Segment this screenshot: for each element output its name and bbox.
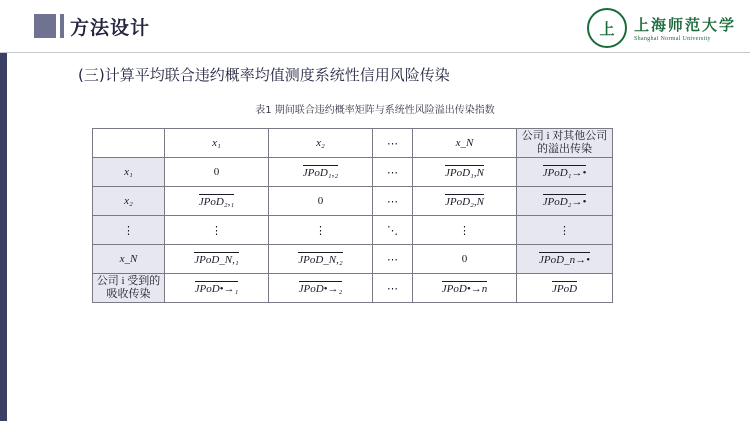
footer-cell-1: [165, 274, 269, 303]
footer-cell-2-value: JPoD•→₂: [298, 283, 343, 295]
logo-seal-icon: 上: [587, 8, 627, 48]
cell-dots-2: ⋮: [269, 216, 373, 245]
page-title: 方法设计: [70, 17, 151, 39]
cell-1-spillover-value: JPoD₁→•: [542, 167, 587, 179]
cell-1-spillover: [517, 158, 613, 187]
table-row: [93, 187, 613, 216]
cell-N-1: [165, 245, 269, 274]
table-header-row: [93, 129, 613, 158]
row-header-absorption: 公司 i 受到的吸收传染: [93, 274, 165, 303]
cell-1-1: 0: [165, 158, 269, 187]
footer-cell-n: [413, 274, 517, 303]
cell-N-N: 0: [413, 245, 517, 274]
logo-text: [634, 14, 736, 42]
cell-dots-spillover: ⋮: [517, 216, 613, 245]
cell-1-N: [413, 158, 517, 187]
cell-2-1-value: JPoD₂,₁: [198, 196, 235, 208]
logo-english-name: Shanghai Normal University: [633, 36, 711, 42]
footer-total-value: JPoD: [551, 283, 578, 295]
column-header-ellipsis: ⋯: [373, 129, 413, 158]
table-footer-row: [93, 274, 613, 303]
cell-2-dots: ⋯: [373, 187, 413, 216]
table-row: [93, 216, 613, 245]
cell-dots-1: ⋮: [165, 216, 269, 245]
cell-2-N: [413, 187, 517, 216]
cell-N-2: [269, 245, 373, 274]
cell-N-dots: ⋯: [373, 245, 413, 274]
footer-cell-2: [269, 274, 373, 303]
title-marker-bar: [60, 14, 64, 38]
cell-1-N-value: JPoD₁,N: [445, 167, 484, 179]
logo-chinese-name: 上海师范大学: [633, 16, 736, 34]
footer-cell-dots: ⋯: [373, 274, 413, 303]
header-divider: [0, 52, 750, 53]
footer-cell-n-value: JPoD•→n: [441, 283, 488, 295]
cell-dots-N: ⋮: [413, 216, 517, 245]
cell-2-spillover-value: JPoD₂→•: [542, 196, 587, 208]
column-header-xN: x_N: [413, 129, 517, 158]
slide-header: [0, 0, 750, 52]
corner-cell: [93, 129, 165, 158]
section-heading: (三)计算平均联合违约概率均值测度系统性信用风险传染: [78, 66, 450, 84]
cell-dots-diag: ⋱: [373, 216, 413, 245]
row-header-x1: x₁: [93, 158, 165, 187]
cell-N-spillover: [517, 245, 613, 274]
cell-1-2: [269, 158, 373, 187]
cell-2-2: 0: [269, 187, 373, 216]
cell-N-2-value: JPoD_N,₂: [298, 254, 343, 266]
cell-1-dots: ⋯: [373, 158, 413, 187]
table-row: [93, 158, 613, 187]
footer-cell-1-value: JPoD•→₁: [194, 283, 239, 295]
cell-2-spillover: [517, 187, 613, 216]
left-accent-bar: [0, 0, 7, 421]
row-header-ellipsis: ⋮: [93, 216, 165, 245]
title-marker-square: [34, 14, 56, 38]
column-header-spillover: 公司 i 对其他公司的溢出传染: [517, 129, 613, 158]
jpod-matrix-table: [92, 128, 613, 303]
column-header-x2: x₂: [269, 129, 373, 158]
table-caption: 表1 期间联合违约概率矩阵与系统性风险溢出传染指数: [255, 105, 495, 116]
footer-total-cell: [517, 274, 613, 303]
row-header-x2: x₂: [93, 187, 165, 216]
cell-2-N-value: JPoD₂,N: [445, 196, 484, 208]
cell-N-spillover-value: JPoD_n→•: [539, 254, 590, 266]
table-row: [93, 245, 613, 274]
row-header-xN: x_N: [93, 245, 165, 274]
university-logo: [587, 8, 736, 48]
column-header-x1: x₁: [165, 129, 269, 158]
cell-2-1: [165, 187, 269, 216]
cell-N-1-value: JPoD_N,₁: [194, 254, 239, 266]
cell-1-2-value: JPoD₁,₂: [302, 167, 339, 179]
